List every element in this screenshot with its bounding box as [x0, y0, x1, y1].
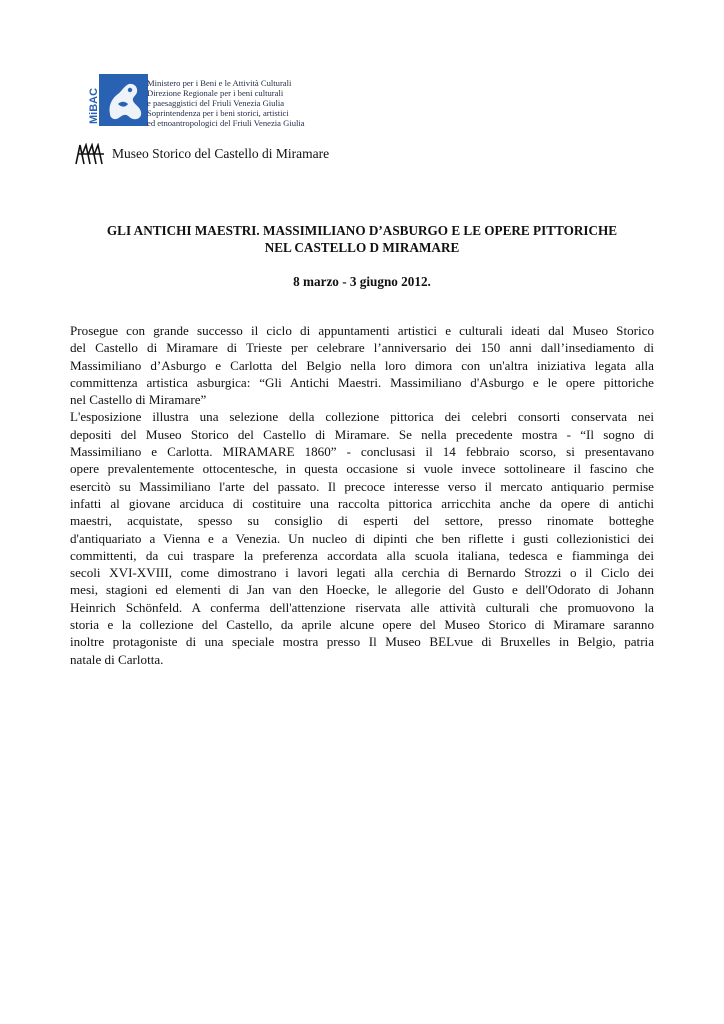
ministry-line: Direzione Regionale per i beni culturali	[147, 88, 284, 98]
mibac-logo	[88, 74, 148, 126]
ministry-line: ed etnoantropologici del Friuli Venezia Giulia	[147, 118, 305, 128]
text-line: Heinrich Schönfeld. A conferma dell'attenzione riservata alle attività culturali che promuovono la	[70, 599, 654, 615]
text-line: Massimiliano d’Asburgo e Carlotta del Belgio nella loro dimora con un'altra iniziativa legata alla	[70, 357, 654, 373]
text-line: del Castello di Miramare di Trieste per celebrare l’anniversario dei 150 anni dall’insediamento di	[70, 340, 654, 356]
museum-logo-icon	[75, 143, 105, 165]
exhibition-dates: 8 marzo - 3 giugno 2012.	[293, 274, 431, 289]
text-line: Prosegue con grande successo il ciclo di appuntamenti artistici e culturali ideati dal Museo Storico	[70, 323, 654, 338]
ministry-line: Ministero per i Beni e le Attività Culturali	[147, 78, 292, 88]
mibac-logo-text: MiBAC	[88, 87, 100, 124]
title-line: NEL CASTELLO D MIRAMARE	[264, 240, 460, 255]
body-text	[70, 322, 654, 668]
text-line: mesi, stagioni ed elementi di Jan van den Hoecke, le allegorie del Gusto e dell'Odorato di Johann	[70, 582, 654, 598]
text-line: esercitò su Massimiliano l'arte del passato. Il precoce interesse verso il mercato antiquario permise	[70, 478, 654, 494]
title-line: GLI ANTICHI MAESTRI. MASSIMILIANO D’ASBURGO E LE OPERE PITTORICHE	[106, 223, 618, 238]
text-line: committenza artistica asburgica: “Gli Antichi Maestri. Massimiliano d'Asburgo e le opere pittoriche	[70, 374, 654, 390]
paragraph-1	[70, 322, 654, 408]
text-line: natale di Carlotta.	[70, 651, 164, 667]
paragraph-2	[70, 408, 654, 667]
text-line: L'esposizione illustra una selezione della collezione pittorica dei celebri consorti conservata nei	[70, 409, 654, 425]
text-line: committenti, da cui traspare la preferenza accordata alla scuola italiana, tedesca e fiamminga dei	[70, 547, 654, 563]
text-line: Massimiliano e Carlotta. MIRAMARE 1860” - conclusasi il 14 febbraio scorso, si presentavano	[70, 444, 654, 460]
document-title	[70, 222, 654, 256]
text-line: d'antiquariato a Vienna e a Venezia. Un nucleo di dipinti che ben riflette i gusti collezionistici dei	[70, 530, 654, 546]
ministry-text-block	[147, 78, 305, 128]
text-line: opere prevalentemente ottocentesche, in questa occasione si vuole invece sottolineare il fascino che	[70, 461, 654, 477]
text-line: nel Castello di Miramare”	[70, 392, 207, 408]
text-line: depositi del Museo Storico del Castello di Miramare. Se nella precedente mostra - “Il sogno di	[70, 426, 654, 442]
text-line: inoltre protagoniste di una speciale mostra presso Il Museo BELvue di Bruxelles in Belgio, patria	[70, 634, 654, 650]
ministry-line: e paesaggistici del Friuli Venezia Giulia	[147, 98, 285, 108]
ministry-line: Soprintendenza per i beni storici, artistici	[147, 108, 289, 118]
text-line: secoli XVI-XVIII, come dimostrano i lavori legati alla cerchia di Bernardo Strozzi o il Ciclo dei	[70, 565, 654, 581]
museum-name: Museo Storico del Castello di Miramare	[112, 146, 330, 161]
text-line: infatti al giovane arciduca di costituire una raccolta pittorica arricchita anche da opere di antichi	[70, 495, 654, 511]
museum-header	[75, 143, 329, 165]
text-line: storia e la collezione del Castello, da aprile alcune opere del Museo Storico di Miramare saranno	[70, 617, 654, 633]
text-line: maestri, acquistate, spesso su consiglio di esperti del settore, presso rinomate botteghe	[70, 513, 654, 529]
